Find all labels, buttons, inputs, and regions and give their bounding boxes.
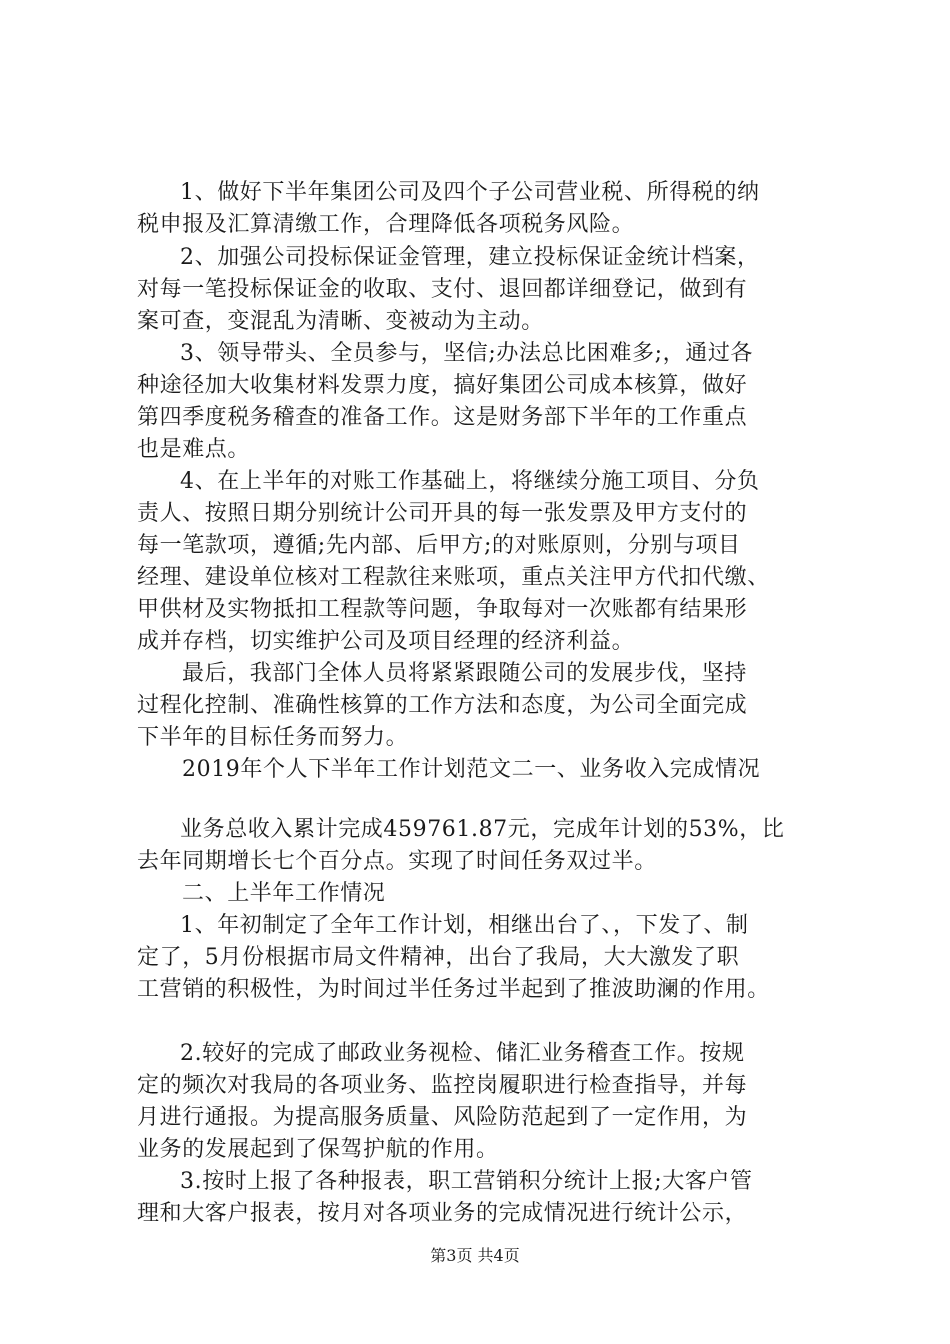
paragraph-9-line-2: 理和大客户报表，按月对各项业务的完成情况进行统计公示， (137, 1201, 748, 1226)
paragraph-7-line-2: 定了，5月份根据市局文件精神，出台了我局，大大激发了职 (137, 945, 740, 970)
paragraph-5-line-3: 下半年的目标任务而努力。 (137, 725, 409, 750)
paragraph-9-line-1: 3.按时上报了各种报表，职工营销积分统计上报;大客户管 (180, 1169, 753, 1194)
paragraph-3-line-4: 也是难点。 (137, 437, 251, 462)
paragraph-8-line-3: 月进行通报。为提高服务质量、风险防范起到了一定作用，为 (137, 1105, 748, 1130)
paragraph-1-line-1: 1、做好下半年集团公司及四个子公司营业税、所得税的纳 (180, 180, 760, 205)
paragraph-8-line-2: 定的频次对我局的各项业务、监控岗履职进行检查指导，并每 (137, 1073, 748, 1098)
paragraph-4-line-4: 经理、建设单位核对工程款往来账项，重点关注甲方代扣代缴、 (137, 565, 770, 590)
paragraph-2-line-1: 2、加强公司投标保证金管理，建立投标保证金统计档案， (180, 245, 760, 270)
paragraph-4-line-5: 甲供材及实物抵扣工程款等问题，争取每对一次账都有结果形 (137, 597, 748, 622)
paragraph-3-line-1: 3、领导带头、全员参与，坚信;办法总比困难多;，通过各 (180, 341, 754, 366)
paragraph-5-line-1: 最后，我部门全体人员将紧紧跟随公司的发展步伐，坚持 (182, 661, 748, 686)
paragraph-3-line-3: 第四季度税务稽查的准备工作。这是财务部下半年的工作重点 (137, 405, 748, 430)
paragraph-8-line-1: 2.较好的完成了邮政业务视检、储汇业务稽查工作。按规 (180, 1041, 745, 1066)
paragraph-5-line-2: 过程化控制、准确性核算的工作方法和态度，为公司全面完成 (137, 693, 748, 718)
paragraph-6-line-2: 去年同期增长七个百分点。实现了时间任务双过半。 (137, 849, 657, 874)
paragraph-6-line-1: 业务总收入累计完成459761.87元，完成年计划的53%，比 (180, 817, 785, 842)
paragraph-4-line-6: 成并存档，切实维护公司及项目经理的经济利益。 (137, 629, 635, 654)
paragraph-1-line-2: 税申报及汇算清缴工作，合理降低各项税务风险。 (137, 212, 635, 237)
paragraph-3-line-2: 种途径加大收集材料发票力度，搞好集团公司成本核算，做好 (137, 373, 748, 398)
paragraph-4-line-2: 责人、按照日期分别统计公司开具的每一张发票及甲方支付的 (137, 501, 748, 526)
paragraph-8-line-4: 业务的发展起到了保驾护航的作用。 (137, 1137, 499, 1162)
page-number-footer: 第3页 共4页 (430, 1246, 520, 1265)
paragraph-4-line-1: 4、在上半年的对账工作基础上，将继续分施工项目、分负 (180, 469, 760, 494)
subsection-heading: 二、上半年工作情况 (182, 881, 386, 906)
section-heading: 2019年个人下半年工作计划范文二一、业务收入完成情况 (182, 757, 761, 782)
paragraph-7-line-1: 1、年初制定了全年工作计划，相继出台了、，下发了、制 (180, 913, 749, 938)
paragraph-2-line-3: 案可查，变混乱为清晰、变被动为主动。 (137, 309, 544, 334)
paragraph-2-line-2: 对每一笔投标保证金的收取、支付、退回都详细登记，做到有 (137, 277, 748, 302)
paragraph-7-line-3: 工营销的积极性，为时间过半任务过半起到了推波助澜的作用。 (137, 977, 770, 1002)
paragraph-4-line-3: 每一笔款项，遵循;先内部、后甲方;的对账原则，分别与项目 (137, 533, 741, 558)
